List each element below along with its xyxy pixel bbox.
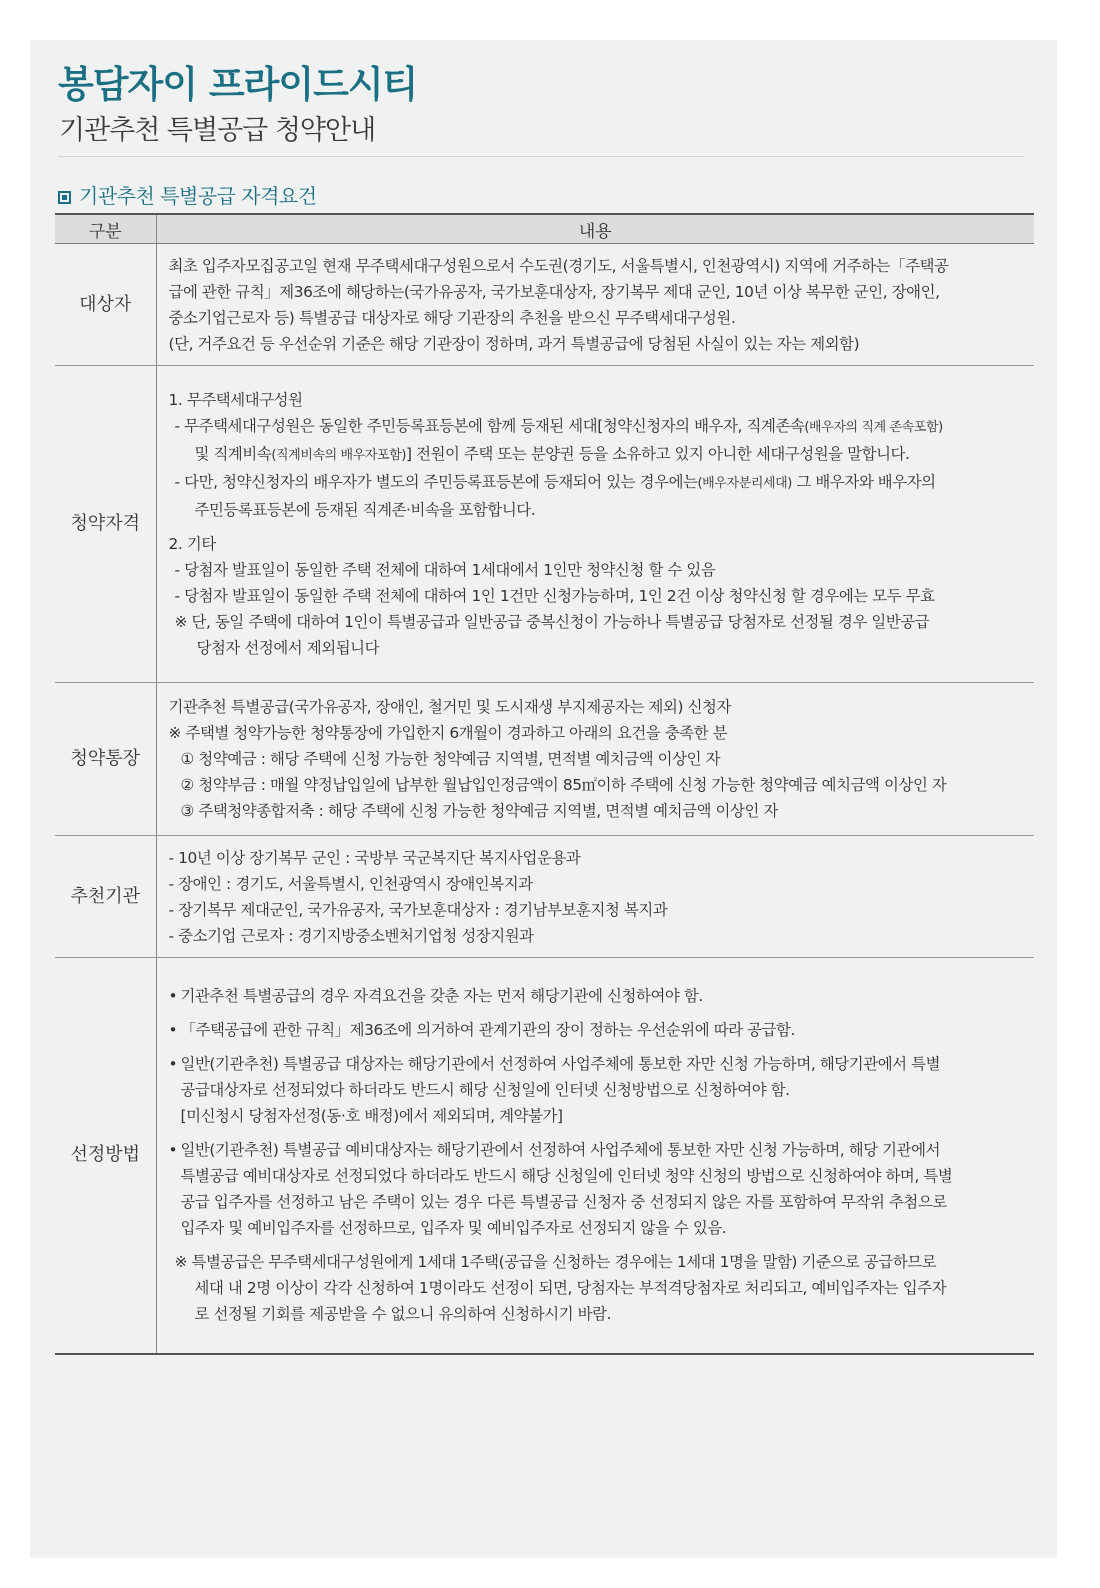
text-line: ① 청약예금 : 해당 주택에 신청 가능한 청약예금 지역별, 면적별 예치금액 이상인 자	[180, 750, 721, 768]
document-page	[30, 40, 1057, 1558]
text-line	[169, 413, 1027, 441]
text-span: - 무주택세대구성원은 동일한 주민등록표등본에 함께 등재된 세대[청약신청자의 배우자, 직계존속	[174, 417, 805, 435]
table-row-eligibility	[55, 366, 1034, 683]
text-line: 일반(기관추천) 특별공급 예비대상자는 해당기관에서 선정하여 사업주체에 통보한 자만 신청 가능하며, 해당 기관에서	[180, 1141, 941, 1160]
square-bullet-icon	[58, 191, 71, 204]
text-span: - 다만, 청약신청자의 배우자가 별도의 주민등록표등본에 등재되어 있는 경우에는	[174, 473, 698, 491]
bullet-icon: •	[168, 1055, 178, 1074]
row-label-target: 대상자	[55, 244, 156, 366]
text-line: - 중소기업 근로자 : 경기지방중소벤처기업청 성장지원과	[168, 926, 534, 945]
table-header-row	[55, 214, 1034, 244]
section-heading-text: 기관추천 특별공급 자격요건	[79, 184, 317, 208]
table-row-selection	[55, 958, 1034, 1354]
text-line: ③ 주택청약종합저축 : 해당 주택에 신청 가능한 청약예금 지역별, 면적별 예치금액 이상인 자	[180, 802, 778, 820]
row-content-account	[156, 683, 1034, 836]
note-line: ※ 특별공급은 무주택세대구성원에게 1세대 1주택(공급을 신청하는 경우에는 1세대 1명을 말함) 기준으로 공급하므로	[174, 1253, 937, 1272]
row-content-target	[156, 244, 1034, 366]
text-span: 및 직계비속	[194, 445, 272, 463]
eligibility-table	[55, 213, 1034, 1355]
title-divider	[58, 156, 1024, 157]
text-line: ※ 단, 동일 주택에 대하여 1인이 특별공급과 일반공급 중복신청이 가능하나 특별공급 당첨자로 선정될 경우 일반공급	[174, 613, 930, 631]
text-line: 공급 입주자를 선정하고 남은 주택이 있는 경우 다른 특별공급 신청자 중 선정되지 않은 자를 포함하여 무작위 추첨으로	[180, 1193, 947, 1212]
text-line: 주민등록표등본에 등재된 직계존·비속을 포함합니다.	[194, 501, 536, 519]
text-line: 일반(기관추천) 특별공급 대상자는 해당기관에서 선정하여 사업주체에 통보한 자만 신청 가능하며, 해당기관에서 특별	[180, 1055, 941, 1074]
note-line: 세대 내 2명 이상이 각각 신청하여 1명이라도 선정이 되면, 당첨자는 부적격당첨자로 처리되고, 예비입주자는 입주자	[194, 1279, 947, 1298]
row-label-selection: 선정방법	[55, 958, 156, 1354]
text-line	[169, 441, 1027, 469]
text-line: - 장기복무 제대군인, 국가유공자, 국가보훈대상자 : 경기남부보훈지청 복지과	[168, 900, 668, 919]
row-content-selection	[156, 958, 1034, 1354]
row-label-account: 청약통장	[55, 683, 156, 836]
text-line: - 10년 이상 장기복무 군인 : 국방부 국군복지단 복지사업운용과	[168, 848, 581, 867]
page-title: 봉담자이 프라이드시티	[58, 63, 418, 106]
row-label-eligibility: 청약자격	[55, 366, 156, 683]
text-line: - 당첨자 발표일이 동일한 주택 전체에 대하여 1세대에서 1인만 청약신청 할 수 있음	[174, 561, 716, 579]
text-span: 그 배우자와 배우자의	[791, 473, 936, 491]
row-label-agency: 추천기관	[55, 836, 156, 958]
text-line: 중소기업근로자 등) 특별공급 대상자로 해당 기관장의 추천을 받으신 무주택세대구성원.	[168, 308, 736, 327]
text-line: - 당첨자 발표일이 동일한 주택 전체에 대하여 1인 1건만 신청가능하며, 1인 2건 이상 청약신청 할 경우에는 모두 무효	[174, 587, 935, 605]
bullet-item	[169, 1137, 1027, 1241]
text-span-small: (배우자의 직계 존속포함)	[804, 420, 943, 435]
text-line: 기관추천 특별공급(국가유공자, 장애인, 철거민 및 도시재생 부지제공자는 제외) 신청자	[168, 698, 731, 716]
text-line: (단, 거주요건 등 우선순위 기준은 해당 기관장이 정하며, 과거 특별공급에 당첨된 사실이 있는 자는 제외함)	[168, 334, 860, 353]
bullet-item	[169, 1051, 1027, 1129]
table-row-target	[55, 244, 1034, 366]
page-subtitle: 기관추천 특별공급 청약안내	[59, 115, 376, 146]
text-line: 급에 관한 규칙」제36조에 해당하는(국가유공자, 국가보훈대상자, 장기복무 제대 군인, 10년 이상 복무한 군인, 장애인,	[168, 282, 940, 301]
bullet-item	[169, 1017, 1027, 1043]
text-line: 기관추천 특별공급의 경우 자격요건을 갖춘 자는 먼저 해당기관에 신청하여야 함.	[180, 987, 703, 1006]
text-line: ② 청약부금 : 매월 약정납입일에 납부한 월납입인정금액이 85㎡이하 주택에 신청 가능한 청약예금 예치금액 이상인 자	[180, 776, 947, 794]
column-header-category: 구분	[55, 214, 156, 244]
subsection-title: 2. 기타	[168, 535, 216, 553]
text-line: 당첨자 선정에서 제외됩니다	[196, 639, 380, 657]
text-line: 특별공급 예비대상자로 선정되었다 하더라도 반드시 해당 신청일에 인터넷 청약 신청의 방법으로 신청하여야 하며, 특별	[180, 1167, 953, 1186]
table-row-agency	[55, 836, 1034, 958]
text-line: 공급대상자로 선정되었다 하더라도 반드시 해당 신청일에 인터넷 신청방법으로 신청하여야 함.	[180, 1081, 790, 1100]
column-header-content: 내용	[156, 214, 1034, 244]
text-span-small: (배우자분리세대)	[697, 476, 792, 491]
text-line	[169, 469, 1027, 497]
table-row-account	[55, 683, 1034, 836]
bullet-icon: •	[168, 1141, 178, 1160]
text-span: ] 전원이 주택 또는 분양권 등을 소유하고 있지 아니한 세대구성원을 말합니다.	[406, 445, 910, 463]
text-line: 입주자 및 예비입주자를 선정하므로, 입주자 및 예비입주자로 선정되지 않을 수 있음.	[180, 1219, 727, 1238]
subsection-title: 1. 무주택세대구성원	[168, 391, 303, 409]
bullet-item	[169, 983, 1027, 1009]
note-line: 로 선정될 기회를 제공받을 수 없으니 유의하여 신청하시기 바람.	[194, 1305, 612, 1324]
text-line: [미신청시 당첨자선정(동·호 배정)에서 제외되며, 계약불가]	[180, 1107, 563, 1126]
bullet-icon: •	[168, 987, 178, 1006]
row-content-agency	[156, 836, 1034, 958]
text-line: ※ 주택별 청약가능한 청약통장에 가입한지 6개월이 경과하고 아래의 요건을 충족한 분	[168, 724, 728, 742]
bullet-icon: •	[168, 1021, 178, 1040]
text-line: - 장애인 : 경기도, 서울특별시, 인천광역시 장애인복지과	[168, 874, 533, 893]
section-heading	[58, 180, 317, 209]
text-line: 최초 입주자모집공고일 현재 무주택세대구성원으로서 수도권(경기도, 서울특별시, 인천광역시) 지역에 거주하는「주택공	[168, 256, 949, 275]
row-content-eligibility	[156, 366, 1034, 683]
text-line: 「주택공급에 관한 규칙」제36조에 의거하여 관계기관의 장이 정하는 우선순위에 따라 공급함.	[180, 1021, 796, 1040]
text-span-small: (직계비속의 배우자포함)	[271, 448, 406, 463]
